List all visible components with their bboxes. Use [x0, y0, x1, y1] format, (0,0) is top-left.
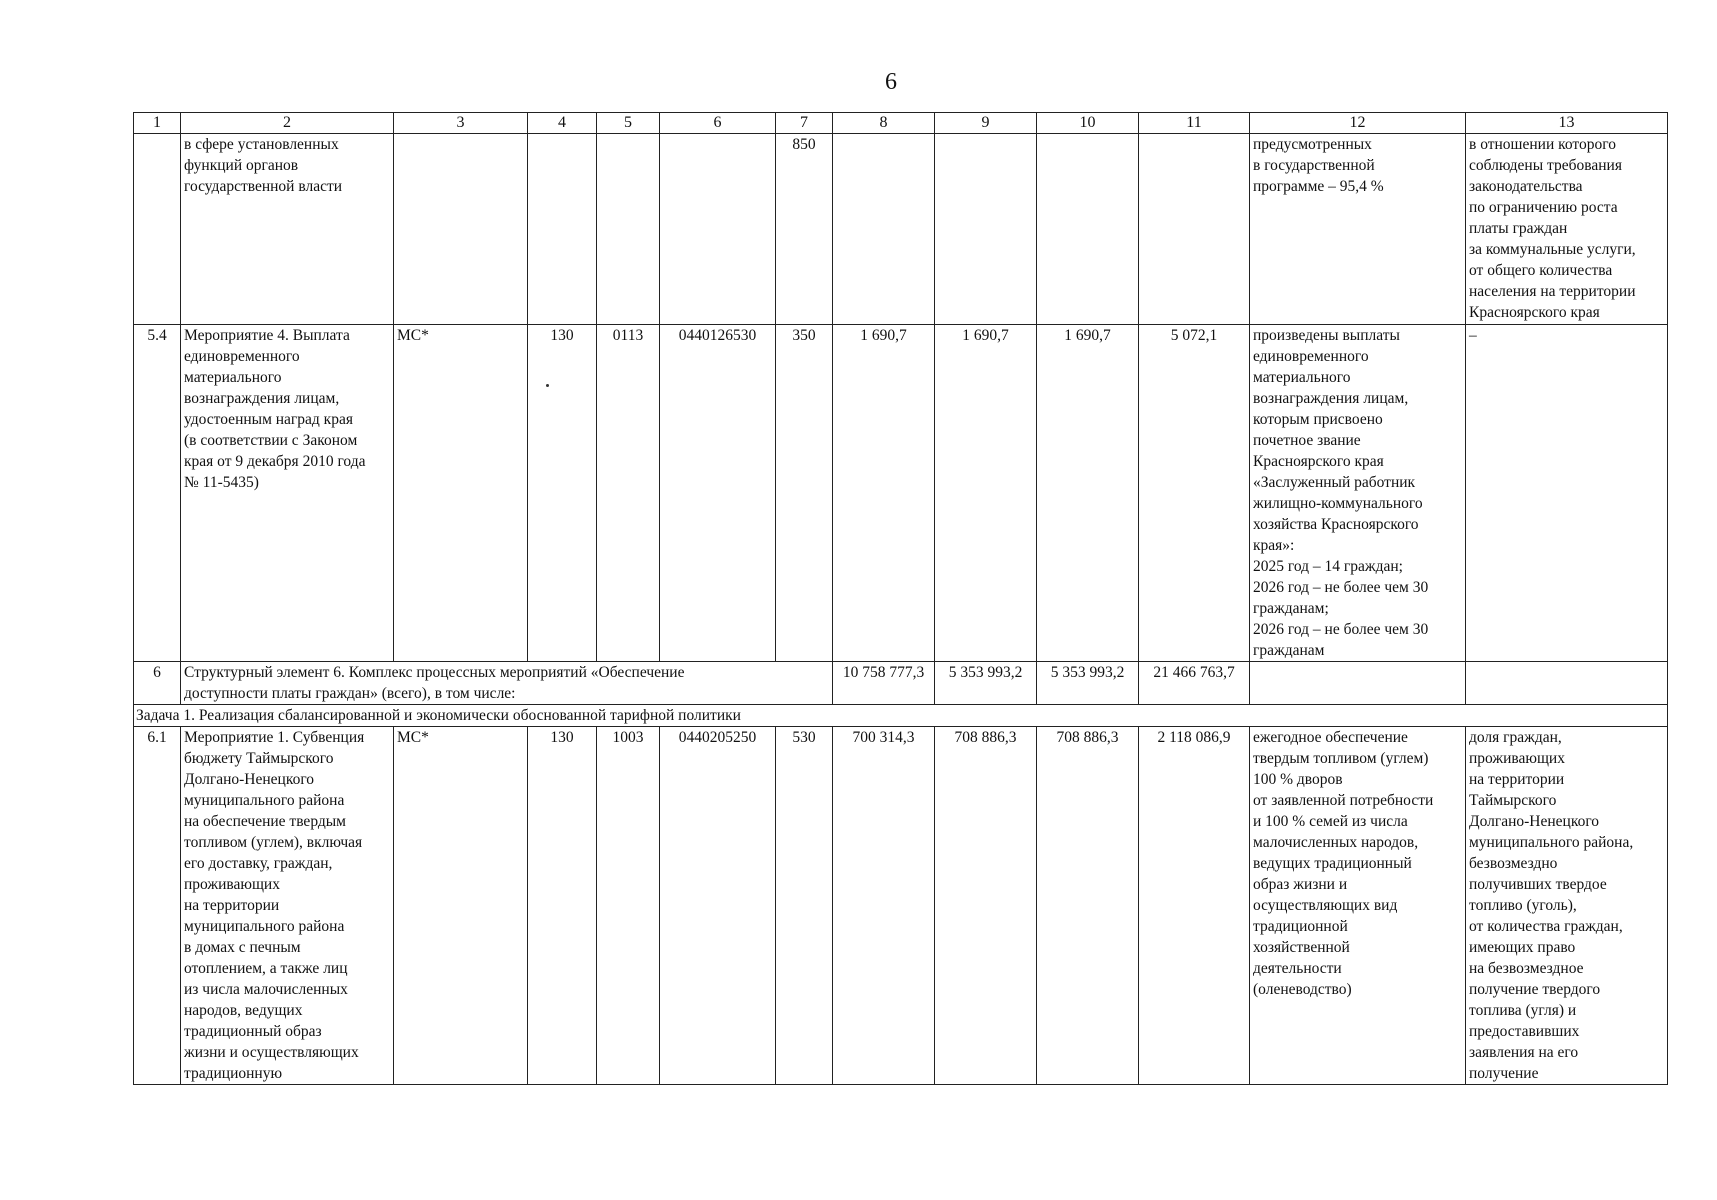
- table-cell: [1139, 134, 1250, 325]
- result-cell: ежегодное обеспечение твердым топливом (углем) 100 % дворов от заявленной потребности и 100 % семей из числа малочисленных народов, ведущих традиционный образ жизни и осуществляющих вид традиционной хозяйственной деятельности (оленеводство): [1250, 727, 1466, 1085]
- structural-element-cell: Структурный элемент 6. Комплекс процессных мероприятий «Обеспечение доступности платы граждан» (всего), в том числе:: [181, 662, 833, 705]
- task-cell: Задача 1. Реализация сбалансированной и экономически обоснованной тарифной политики: [134, 705, 1668, 727]
- column-number: 11: [1139, 113, 1250, 134]
- amount-cell: 5 353 993,2: [1037, 662, 1139, 705]
- table-cell: [833, 134, 935, 325]
- executor-cell: МС*: [394, 325, 528, 662]
- table-cell: [1466, 662, 1668, 705]
- executor-cell: МС*: [394, 727, 528, 1085]
- page-number: 6: [885, 69, 897, 95]
- column-number: 4: [528, 113, 597, 134]
- column-numbers-row: [134, 113, 1668, 134]
- code-cell: 1003: [597, 727, 660, 1085]
- column-number: 13: [1466, 113, 1668, 134]
- column-number: 8: [833, 113, 935, 134]
- table-row-6: [134, 662, 1668, 705]
- program-activities-table: [133, 112, 1668, 1085]
- amount-total-cell: 5 072,1: [1139, 325, 1250, 662]
- amount-cell: 10 758 777,3: [833, 662, 935, 705]
- row-number-cell: 6: [134, 662, 181, 705]
- amount-total-cell: 2 118 086,9: [1139, 727, 1250, 1085]
- table-cell: [394, 134, 528, 325]
- indicator-cell: доля граждан, проживающих на территории Таймырского Долгано-Ненецкого муниципального района, безвозмездно получивших твердое топливо (уголь), от количества граждан, имеющих право на безвозмездное получение твердого топлива (угля) и предоставивших заявления на его получение: [1466, 727, 1668, 1085]
- column-number: 9: [935, 113, 1037, 134]
- code-cell: 350: [776, 325, 833, 662]
- row-number-cell: [134, 134, 181, 325]
- activity-name-cell: в сфере установленных функций органов государственной власти: [181, 134, 394, 325]
- amount-total-cell: 21 466 763,7: [1139, 662, 1250, 705]
- code-cell: 130: [528, 325, 597, 662]
- table-row-6-1: [134, 727, 1668, 1085]
- result-cell: предусмотренных в государственной программе – 95,4 %: [1250, 134, 1466, 325]
- result-cell: произведены выплаты единовременного материального вознаграждения лицам, которым присвоено почетное звание Красноярского края «Заслуженный работник жилищно-коммунального хозяйства Красноярского края»: 2025 год – 14 граждан; 2026 год – не более чем 30 гражданам; 2026 год – не более чем 30 гражданам: [1250, 325, 1466, 662]
- activity-name-cell: Мероприятие 1. Субвенция бюджету Таймырского Долгано-Ненецкого муниципального района на обеспечение твердым топливом (углем), включая его доставку, граждан, проживающих на территории муниципального района в домах с печным отоплением, а также лиц из числа малочисленных народов, ведущих традиционный образ жизни и осуществляющих традиционную: [181, 727, 394, 1085]
- indicator-cell: –: [1466, 325, 1668, 662]
- table-cell: [1037, 134, 1139, 325]
- scan-dot-mark: [546, 384, 549, 387]
- column-number: 7: [776, 113, 833, 134]
- column-number: 12: [1250, 113, 1466, 134]
- row-number-cell: 5.4: [134, 325, 181, 662]
- amount-cell: 708 886,3: [935, 727, 1037, 1085]
- code-cell: 0113: [597, 325, 660, 662]
- activity-name-cell: Мероприятие 4. Выплата единовременного материального вознаграждения лицам, удостоенным наград края (в соответствии с Законом края от 9 декабря 2010 года № 11-5435): [181, 325, 394, 662]
- column-number: 2: [181, 113, 394, 134]
- code-cell: 530: [776, 727, 833, 1085]
- code-cell: 0440126530: [660, 325, 776, 662]
- column-number: 5: [597, 113, 660, 134]
- table-row-5-4: [134, 325, 1668, 662]
- table-cell: [528, 134, 597, 325]
- table-cell: [597, 134, 660, 325]
- column-number: 6: [660, 113, 776, 134]
- table-row-continuation: [134, 134, 1668, 325]
- row-number-cell: 6.1: [134, 727, 181, 1085]
- table-cell: [660, 134, 776, 325]
- amount-cell: 5 353 993,2: [935, 662, 1037, 705]
- code-cell: 130: [528, 727, 597, 1085]
- table-cell: [1250, 662, 1466, 705]
- indicator-cell: в отношении которого соблюдены требования законодательства по ограничению роста платы граждан за коммунальные услуги, от общего количества населения на территории Красноярского края: [1466, 134, 1668, 325]
- amount-cell: 1 690,7: [935, 325, 1037, 662]
- code-cell: 0440205250: [660, 727, 776, 1085]
- column-number: 3: [394, 113, 528, 134]
- task-row: [134, 705, 1668, 727]
- table-cell: [935, 134, 1037, 325]
- amount-cell: 708 886,3: [1037, 727, 1139, 1085]
- column-number: 10: [1037, 113, 1139, 134]
- amount-cell: 1 690,7: [1037, 325, 1139, 662]
- column-number: 1: [134, 113, 181, 134]
- amount-cell: 1 690,7: [833, 325, 935, 662]
- code-cell: 850: [776, 134, 833, 325]
- amount-cell: 700 314,3: [833, 727, 935, 1085]
